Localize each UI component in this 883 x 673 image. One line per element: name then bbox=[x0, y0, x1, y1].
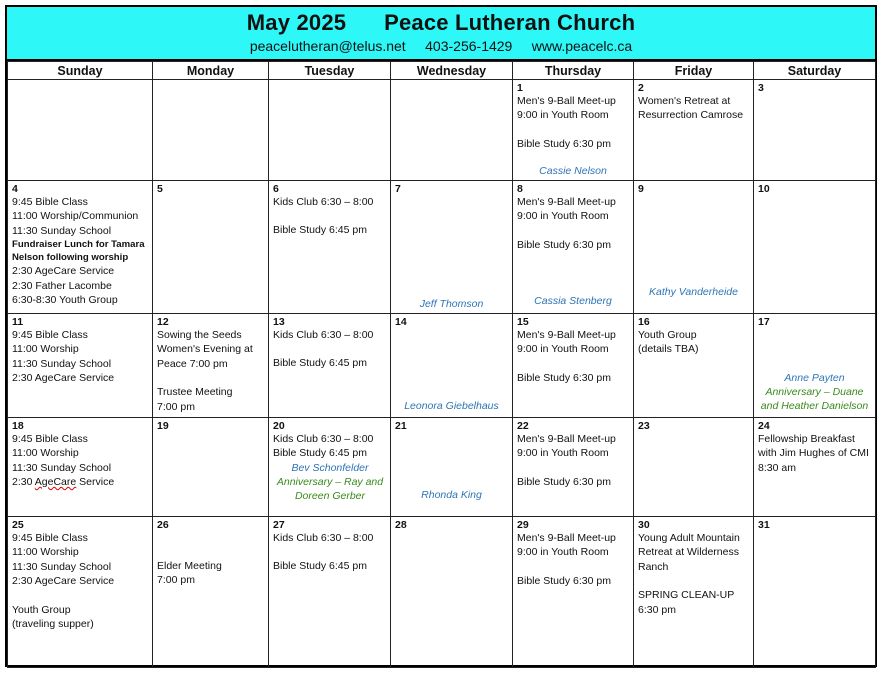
event-line: Elder Meeting bbox=[157, 560, 222, 572]
day-cell-9[interactable] bbox=[634, 181, 754, 314]
day-cell-28[interactable] bbox=[391, 517, 513, 668]
day-cell-16[interactable] bbox=[634, 314, 754, 418]
calendar-grid bbox=[7, 61, 876, 668]
day-cell-26[interactable] bbox=[153, 517, 269, 668]
event-line: 2:30 AgeCare Service bbox=[12, 476, 115, 489]
event-line: Women's Retreat at bbox=[638, 95, 731, 107]
day-number: 30 bbox=[638, 519, 650, 531]
day-number: 26 bbox=[157, 519, 169, 531]
event-line: 7:00 pm bbox=[157, 574, 195, 587]
event-line: 11:30 Sunday School bbox=[12, 560, 112, 573]
event-line: Men's 9-Ball Meet-up bbox=[517, 532, 616, 544]
day-number: 21 bbox=[395, 420, 407, 432]
event-line: 11:30 Sunday School bbox=[12, 461, 112, 474]
event-line: 8:30 am bbox=[758, 461, 796, 474]
event-line: 11:30 Sunday School bbox=[12, 357, 112, 370]
day-number: 6 bbox=[273, 183, 279, 195]
fundraiser-note: Fundraiser Lunch for Tamara Nelson following worship bbox=[12, 239, 145, 264]
day-cell-13[interactable] bbox=[269, 314, 391, 418]
calendar-header bbox=[7, 7, 875, 61]
day-number: 9 bbox=[638, 183, 644, 195]
event-line: Fellowship Breakfast bbox=[758, 433, 855, 445]
day-cell-6[interactable] bbox=[269, 181, 391, 314]
event-line: Kids Club 6:30 – 8:00 bbox=[273, 196, 374, 208]
day-cell-empty bbox=[153, 80, 269, 181]
day-number: 4 bbox=[12, 183, 18, 195]
event-line: 6:30-8:30 Youth Group bbox=[12, 294, 118, 307]
event-line: 9:00 in Youth Room bbox=[517, 343, 609, 356]
event-line: Men's 9-Ball Meet-up bbox=[517, 329, 616, 341]
day-number: 12 bbox=[157, 316, 169, 328]
event-line: 2:30 Father Lacombe bbox=[12, 279, 112, 292]
birthday-name: Kathy Vanderheide bbox=[649, 286, 738, 298]
day-cell-3[interactable] bbox=[754, 80, 876, 181]
day-number: 1 bbox=[517, 82, 523, 94]
event-line: Bible Study 6:45 pm bbox=[273, 560, 367, 573]
event-line: 11:00 Worship bbox=[12, 546, 79, 559]
weekday-monday: Monday bbox=[153, 62, 269, 80]
day-cell-10[interactable] bbox=[754, 181, 876, 314]
day-number: 2 bbox=[638, 82, 644, 94]
event-line: Bible Study 6:30 pm bbox=[517, 475, 611, 488]
day-cell-empty bbox=[269, 80, 391, 181]
event-line: Young Adult Mountain bbox=[638, 532, 740, 544]
day-cell-5[interactable] bbox=[153, 181, 269, 314]
event-line: 2:30 AgeCare Service bbox=[12, 265, 115, 278]
event-line: 2:30 AgeCare Service bbox=[12, 372, 115, 385]
day-number: 5 bbox=[157, 183, 163, 195]
event-line: 9:00 in Youth Room bbox=[517, 210, 609, 223]
event-line: Youth Group bbox=[638, 329, 697, 341]
event-line: 11:30 Sunday School bbox=[12, 224, 112, 237]
day-number: 3 bbox=[758, 82, 764, 94]
day-cell-1[interactable] bbox=[513, 80, 634, 181]
birthday-name: Cassie Nelson bbox=[539, 165, 607, 177]
anniversary-line: and Heather Danielson bbox=[760, 400, 869, 413]
weekday-thursday: Thursday bbox=[513, 62, 634, 80]
day-number: 25 bbox=[12, 519, 24, 531]
anniversary-line: Anniversary – Ray and bbox=[276, 476, 384, 489]
calendar-frame bbox=[5, 5, 877, 667]
event-line: Bible Study 6:30 pm bbox=[517, 238, 611, 251]
weekday-sunday: Sunday bbox=[8, 62, 153, 80]
day-cell-11[interactable] bbox=[8, 314, 153, 418]
day-cell-7[interactable] bbox=[391, 181, 513, 314]
event-line: Peace 7:00 pm bbox=[157, 357, 228, 370]
day-cell-4[interactable] bbox=[8, 181, 153, 314]
week-row bbox=[8, 181, 876, 314]
event-line: Retreat at Wilderness bbox=[638, 546, 739, 559]
event-line: Men's 9-Ball Meet-up bbox=[517, 433, 616, 445]
day-cell-29[interactable] bbox=[513, 517, 634, 668]
weekday-wednesday: Wednesday bbox=[391, 62, 513, 80]
event-line: 11:00 Worship bbox=[12, 447, 79, 460]
week-row bbox=[8, 80, 876, 181]
birthday-name: Cassia Stenberg bbox=[534, 295, 612, 307]
day-cell-25[interactable] bbox=[8, 517, 153, 668]
event-line: Trustee Meeting bbox=[157, 386, 233, 399]
event-line: Women's Evening at bbox=[157, 343, 253, 356]
event-line: Bible Study 6:45 pm bbox=[273, 357, 367, 370]
day-number: 27 bbox=[273, 519, 285, 531]
event-line: (traveling supper) bbox=[12, 618, 94, 631]
day-number: 31 bbox=[758, 519, 770, 531]
day-number: 18 bbox=[12, 420, 24, 432]
day-cell-8[interactable] bbox=[513, 181, 634, 314]
event-line: 9:00 in Youth Room bbox=[517, 447, 609, 460]
day-cell-18[interactable] bbox=[8, 418, 153, 517]
event-line: 9:45 Bible Class bbox=[12, 532, 88, 544]
event-line: Men's 9-Ball Meet-up bbox=[517, 95, 616, 107]
weekday-header-row bbox=[8, 62, 876, 80]
event-line: 9:00 in Youth Room bbox=[517, 109, 609, 122]
birthday-name: Leonora Giebelhaus bbox=[404, 400, 499, 412]
anniversary-line: Doreen Gerber bbox=[294, 490, 366, 503]
event-line: Youth Group bbox=[12, 603, 71, 616]
day-cell-31[interactable] bbox=[754, 517, 876, 668]
event-line: 9:00 in Youth Room bbox=[517, 546, 609, 559]
event-line: Kids Club 6:30 – 8:00 bbox=[273, 532, 374, 544]
birthday-name: Bev Schonfelder bbox=[291, 461, 369, 474]
weekday-saturday: Saturday bbox=[754, 62, 876, 80]
day-cell-23[interactable] bbox=[634, 418, 754, 517]
day-number: 13 bbox=[273, 316, 285, 328]
day-cell-24[interactable] bbox=[754, 418, 876, 517]
day-cell-17[interactable] bbox=[754, 314, 876, 418]
day-cell-19[interactable] bbox=[153, 418, 269, 517]
contact-info: peacelutheran@telus.net 403-256-1429 www.peacelc.ca bbox=[249, 38, 633, 54]
day-number: 11 bbox=[12, 316, 24, 328]
day-cell-21[interactable] bbox=[391, 418, 513, 517]
week-row bbox=[8, 314, 876, 418]
event-line: SPRING CLEAN-UP bbox=[638, 589, 735, 602]
event-line: Kids Club 6:30 – 8:00 bbox=[273, 329, 374, 341]
day-cell-empty bbox=[391, 80, 513, 181]
event-line: Bible Study 6:45 pm bbox=[273, 447, 367, 460]
day-number: 16 bbox=[638, 316, 650, 328]
week-row bbox=[8, 517, 876, 668]
calendar-title: May 2025 Peace Lutheran Church bbox=[246, 10, 636, 35]
day-cell-15[interactable] bbox=[513, 314, 634, 418]
day-number: 22 bbox=[517, 420, 529, 432]
day-number: 29 bbox=[517, 519, 529, 531]
birthday-name: Anne Payten bbox=[784, 372, 845, 384]
day-cell-22[interactable] bbox=[513, 418, 634, 517]
birthday-name: Jeff Thomson bbox=[419, 298, 484, 310]
day-cell-2[interactable] bbox=[634, 80, 754, 181]
anniversary-line: Anniversary – Duane bbox=[765, 386, 864, 399]
weekday-friday: Friday bbox=[634, 62, 754, 80]
event-line: 9:45 Bible Class bbox=[12, 329, 88, 341]
event-line: Sowing the Seeds bbox=[157, 329, 242, 341]
day-cell-12[interactable] bbox=[153, 314, 269, 418]
event-line: 9:45 Bible Class bbox=[12, 196, 88, 208]
event-line: 2:30 AgeCare Service bbox=[12, 575, 115, 588]
event-line: with Jim Hughes of CMI bbox=[758, 447, 869, 460]
day-number: 20 bbox=[273, 420, 285, 432]
day-number: 19 bbox=[157, 420, 169, 432]
event-line: 9:45 Bible Class bbox=[12, 433, 88, 445]
birthday-name: Rhonda King bbox=[421, 489, 482, 501]
day-cell-20[interactable] bbox=[269, 418, 391, 517]
event-line: 7:00 pm bbox=[157, 400, 195, 413]
spellcheck-word: AgeCare bbox=[34, 476, 77, 489]
event-line: 6:30 pm bbox=[638, 603, 676, 616]
event-line: Kids Club 6:30 – 8:00 bbox=[273, 433, 374, 445]
day-number: 10 bbox=[758, 183, 770, 195]
day-number: 15 bbox=[517, 316, 529, 328]
week-row bbox=[8, 418, 876, 517]
event-line: Ranch bbox=[638, 560, 669, 573]
event-line: Bible Study 6:30 pm bbox=[517, 574, 611, 587]
event-line: Bible Study 6:45 pm bbox=[273, 224, 367, 237]
event-line: Resurrection Camrose bbox=[638, 109, 744, 122]
day-cell-27[interactable] bbox=[269, 517, 391, 668]
day-number: 7 bbox=[395, 183, 401, 195]
weekday-tuesday: Tuesday bbox=[269, 62, 391, 80]
event-line: 11:00 Worship/Communion bbox=[12, 210, 139, 223]
event-line: Men's 9-Ball Meet-up bbox=[517, 196, 616, 208]
event-line: Bible Study 6:30 pm bbox=[517, 137, 611, 150]
day-number: 23 bbox=[638, 420, 650, 432]
day-cell-14[interactable] bbox=[391, 314, 513, 418]
day-number: 24 bbox=[758, 420, 770, 432]
day-number: 8 bbox=[517, 183, 523, 195]
day-number: 28 bbox=[395, 519, 407, 531]
event-line: 11:00 Worship bbox=[12, 343, 79, 356]
day-number: 17 bbox=[758, 316, 770, 328]
event-line: Bible Study 6:30 pm bbox=[517, 371, 611, 384]
event-line: (details TBA) bbox=[638, 343, 699, 356]
day-cell-empty bbox=[8, 80, 153, 181]
day-cell-30[interactable] bbox=[634, 517, 754, 668]
day-number: 14 bbox=[395, 316, 407, 328]
